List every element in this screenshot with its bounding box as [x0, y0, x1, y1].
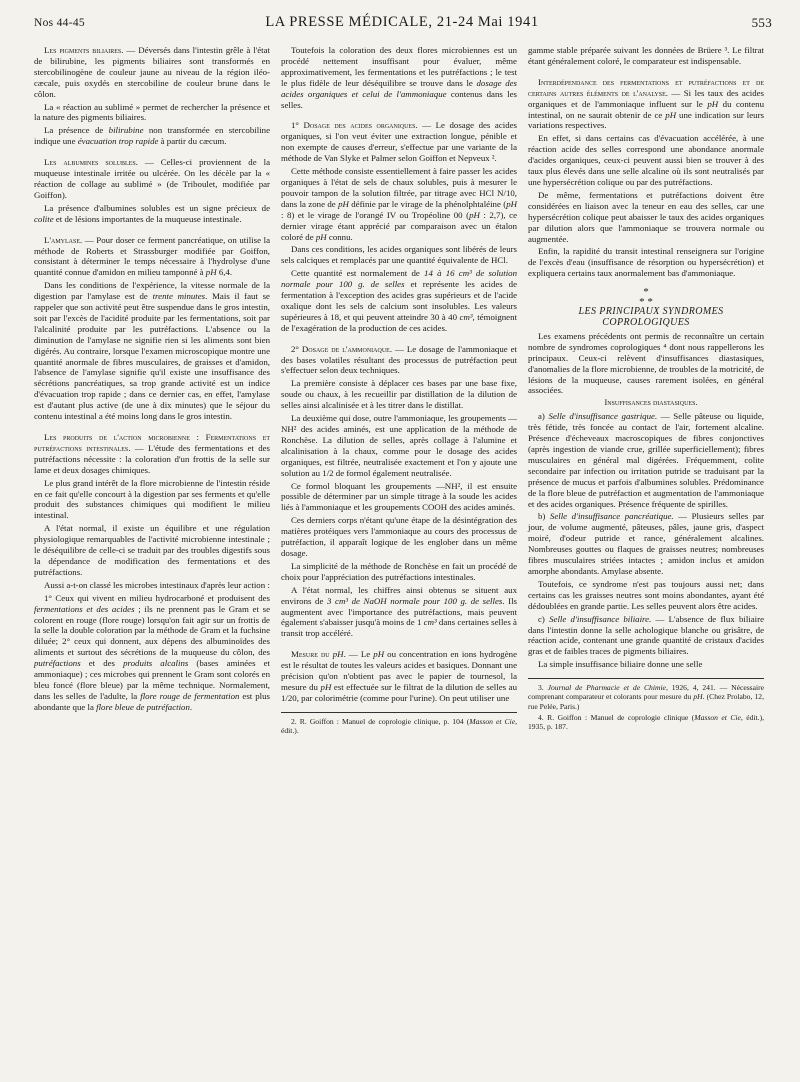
paragraph: Toutefois la coloration des deux flores microbiennes est un procédé nettement insuffisant pour évaluer, même approximativement, les fermentations et les putréfactions ; le test le plus fidèle de leur déséquilibre se trouve dans le dosage des acides organiques et celui de l'ammoniaque contenus dans les selles. [281, 45, 517, 110]
footnote: 3. Journal de Pharmacie et de Chimie, 1926, 4, 241. — Nécessaire comprenant comparateur et colorants pour mesure du pH. (Chez Prolabo, 12, rue Pelée, Paris.) [528, 683, 764, 711]
section-separator: * * * [639, 286, 653, 309]
subsection-heading: Insuffisances diastasiques. [604, 398, 698, 408]
column-2 [281, 45, 517, 737]
paragraph: Interdépendance des fermentations et putréfactions et de certains autres éléments de l'analyse. — Si les taux des acides organiques et de l'ammoniaque influent sur le pH du contenu intestinal, on ne saurait obtenir de ce pH une indication sur leurs variations respectives. [528, 76, 765, 131]
paragraph: Le plus grand intérêt de la flore microbienne de l'intestin réside en ce fait qu'elle concourt à la digestion par ses ferments et qu'elle produit des substances chimiques qui modifient le milieu intestinal. [34, 477, 270, 521]
section-heading: L'amylase. [44, 234, 83, 245]
paragraph: Toutefois, ce syndrome n'est pas toujours aussi net; dans certains cas les graisses neutres sont moins abondantes, ayant été dédoublées en grande partie. Les selles peuvent alors être acides. [528, 578, 764, 611]
page-header: Nos 44-45 LA PRESSE MÉDICALE, 21-24 Mai 1941 553 [34, 14, 772, 30]
paragraph: Les albumines solubles. — Celles-ci proviennent de la muqueuse intestinale irritée ou ulcérée. On les décèle par la « réaction de collage au sublimé » (de Triboulet, modifiée par Goiffon). [34, 157, 271, 200]
section-heading: 2° Dosage de l'ammoniaque. [291, 343, 393, 354]
footnote: 2. R. Goiffon : Manuel de coprologie clinique, p. 104 (Masson et Cie, édit.). [281, 716, 517, 735]
paragraph: b) Selle d'insuffisance pancréatique. — Plusieurs selles par jour, de volume augmenté, pâteuses, pâles, jaune gris, d'aspect moiré, d'odeur putride et rance, généralement alcalines. Nombreuses gouttes ou flaques de graisses neutres; nombreuses fibres musculaires striées intactes ; amidon inclus et amidon amorphe abondants. Amylase absente. [528, 511, 765, 576]
paragraph: Les produits de l'action microbienne : Fermentations et putréfactions intestinales. — L'étude des fermentations et des putréfactions nécessite : la coloration d'un frottis de la selle sur lame et deux dosages chimiques. [34, 432, 271, 475]
paragraph: Dans ces conditions, les acides organiques sont libérés de leurs sels calciques et remplacés par une quantité équivalente de HCl. [281, 244, 517, 266]
paragraph: La présence d'albumines solubles est un signe précieux de colite et de lésions importantes de la muqueuse intestinale. [34, 202, 270, 224]
section-heading: Mesure du [291, 649, 333, 660]
paragraph: Cette méthode consiste essentiellement à faire passer les acides organiques à l'état de sels de chaux solubles, puis à mesurer le pouvoir tampon de la solution filtrée, par titrage avec HCl N/10, dans la zone de pH définie par le virage de la phénolphtaléine (pH : 8) et le virage de l'orangé IV ou Tropéoline 00 (pH : 2,7), ce dernier virage étant apprécié par comparaison avec un étalon coloré de pH connu. [281, 166, 518, 242]
paragraph: La présence de bilirubine non transformée en stercobiline indique une évacuation trop rapide à partir du cæcum. [34, 125, 270, 147]
column-1 [34, 45, 270, 715]
paragraph: Mesure du pH. — Le pH ou concentration en ions hydrogène est le résultat de toutes les valeurs acides et basiques. Donnant une précision qu'on n'obtient pas avec le papier de tournesol, la mesure du pH est effectuée sur le filtrat de la dilution de selles au 1/20, par colorimétrie (comme pour l'urine). On peut utiliser une [281, 649, 517, 703]
paragraph: A l'état normal, il existe un équilibre et une régulation physiologique remarquables de l'activité microbienne intestinale ; le déséquilibre de celle-ci se traduit par des troubles digestifs sous la dépendance de modification des fermentations et des putréfactions. [34, 523, 270, 577]
paragraph: Enfin, la rapidité du transit intestinal renseignera sur l'origine de l'excès d'eau (insuffisance de résorption ou hypersécrétion) et expliquera certains taux anormalement bas d'ammoniaque. [528, 246, 764, 279]
section-heading: Interdépendance des fermentations et putréfactions et de certains autres éléments de l'analyse. [528, 76, 764, 98]
paragraph: gamme stable préparée suivant les données de Brüere ³. Le filtrat étant généralement coloré, le comparateur est indispensable. [528, 45, 764, 66]
paragraph: En effet, si dans certains cas d'évacuation accélérée, à une réaction acide des selles correspond une abondance anormale d'acides organiques, ceux-ci peuvent aussi bien se trouver à des taux plus élevés dans une selle alcaline où ils sont neutralisés par une hypersécrétion colique ou par des putréfactions. [528, 133, 764, 187]
paragraph: 1° Ceux qui vivent en milieu hydrocarboné et produisent des fermentations et des acides ; ils ne prennent pas le Gram et se colorent en rouge (flore rouge) lorsqu'on fait agir sur un frottis de la selle la double coloration par la méthode de Gram et la fuchsine diluée; 2° ceux qui donnent, aux dépens des albuminoïdes des aliments et surtout des sécrétions de la muqueuse du côlon, des putréfactions et des produits alcalins (bases aminées et ammoniaque) ; ces microbes qui prennent le Gram sont colorés en bleu foncé (flore bleue) par la même technique. Normalement, dans les selles de l'adulte, la flore rouge de fermentation est plus abondante que la flore bleue de putréfaction. [34, 592, 271, 712]
paragraph: 1° Dosage des acides organiques. — Le dosage des acides organiques, si l'on veut éviter une extraction longue, pénible et non exempte de causes d'erreur, s'effectue par une variante de la méthode de Van Slyke et Palmer selon Goiffon et Nepveux ². [281, 120, 517, 164]
footnote-rule [281, 712, 517, 713]
paragraph: A l'état normal, les chiffres ainsi obtenus se situent aux environs de 3 cm³ de NaOH normale pour 100 g. de selles. Ils augmentent avec l'importance des putréfactions, mais peuvent également s'abaisser jusqu'à moins de 1 cm³ dans certaines selles à transit trop accéléré. [281, 584, 517, 639]
section-title: LES PRINCIPAUX SYNDROMES COPROLOGIQUES [578, 306, 724, 329]
section-heading: Les pigments biliaires. [44, 45, 124, 55]
paragraph: La deuxième qui dose, outre l'ammoniaque, les groupements —NH² des acides aminés, est une application de la méthode de Ronchèse. La dilution de selles, après collage à l'alumine et alcalinisation à la chaux, comme pour le dosage des acides organiques, est filtrée, neutralisée exactement et l'on y ajoute une solution au 1/2 de formol également neutralisée. [281, 413, 517, 478]
footnote-rule [528, 678, 764, 679]
paragraph: La simple insuffisance biliaire donne une selle [538, 659, 703, 670]
paragraph: Aussi a-t-on classé les microbes intestinaux d'après leur action : [44, 579, 270, 590]
paragraph: Ce formol bloquant les groupements —NH², il est ensuite possible de déterminer par un simple titrage à la soude les acides liés à l'ammoniaque et les groupements COOH des acides aminés. [281, 480, 517, 513]
paragraph: c) Selle d'insuffisance biliaire. — L'absence de flux biliaire dans l'intestin donne la selle achologique blanche ou grisâtre, de réaction acide, contenant une grande quantité de cristaux d'acides gras et de faibles traces de pigments biliaires. [528, 613, 764, 657]
issue-date: 21-24 Mai 1941 [436, 14, 539, 30]
paragraph: L'amylase. — Pour doser ce ferment pancréatique, on utilise la méthode de Roberts et Strassburger modifiée par Goiffon, consistant à déterminer le temps nécessaire à l'hydrolyse d'une quantité connue d'amidon en milieu tamponné à pH 6,4. [34, 234, 270, 278]
column-3 [528, 45, 764, 733]
section-heading: 1° Dosage des acides organiques. [291, 120, 418, 131]
paragraph: De même, fermentations et putréfactions doivent être considérées en liaison avec la teneur en eau des selles, car une hypersécrétion colique peut abaisser le taux des acides organiques par dilution alors que l'ammoniaque se trouvera normale ou augmentée. [528, 189, 764, 244]
paragraph: Dans les conditions de l'expérience, la vitesse normale de la digestion par l'amylase est de trente minutes. Mais il faut se rappeler que son activité peut être suspendue dans le gros intestin, soit par l'excès de l'acidité produite par les fermentations, soit par l'alcalinité produite par les putréfactions. L'absence ou la diminution de l'amylase ne signifie rien si les aliments sont bien digérés. Au contraire, lorsque l'examen microscopique montre une quantité anormale de fibres musculaires, de graisses et d'amidon, l'absence de l'amylase signifie qu'il existe une insuffisance des sécrétions pancréatiques, sa trop grande activité est un indice d'évacuation trop rapide ; dans ce dernier cas, en effet, l'amylase est d'autant plus active (de une à dix minutes) que le séjour du contenu intestinal a été moins long dans le gros intestin. [34, 280, 270, 422]
paragraph: Les examens précédents ont permis de reconnaître un certain nombre de syndromes coprologiques ⁴ dont nous rappellerons les principaux. Ceux-ci relèvent d'insuffisances diastasiques, d'anomalies de la flore microbienne, de troubles de la motricité, de lésions de la muqueuse, causes rarement isolées, en général associées. [528, 330, 764, 396]
footnote: 4. R. Goiffon : Manuel de coprologie clinique (Masson et Cie, édit.), 1935, p. 187. [528, 712, 764, 731]
paragraph: La première consiste à déplacer ces bases par une base fixe, soude ou chaux, à les recueillir par distillation de la dilution de selles ainsi alcalinisée et à les titrer dans le distillat. [281, 378, 517, 411]
paragraph: a) Selle d'insuffisance gastrique. — Selle pâteuse ou liquide, très fétide, très foncée au contact de l'air, fortement alcaline. Présence d'écheveaux macroscopiques de fibres conjonctives (après ingestion de viande crue, grillée superficiellement); fibres musculaires en général mal digérées. Fréquemment, colite secondaire par infection ou irritation putride se traduisant par la présence de mucus et parfois d'albumines solubles. Prédominance de la flore bleue de putréfaction et augmentation de l'ammoniaque et des acides organiques. Présence fréquente de spirilles. [528, 411, 764, 509]
section-heading: Les produits de l'action microbienne : Fermentations et putréfactions intestinales. [34, 432, 270, 453]
paragraph: 2° Dosage de l'ammoniaque. — Le dosage de l'ammoniaque et des bases volatiles résultant des processus de putréfaction peut s'effectuer selon deux techniques. [281, 343, 518, 376]
issue-number: Nos 44-45 [34, 17, 85, 29]
journal-title: LA PRESSE MÉDICALE [265, 14, 429, 30]
paragraph: Ces derniers corps n'étant qu'une étape de la désintégration des matières protéiques vers l'ammoniaque au cours des processus de putréfaction, il apparaît logique de les englober dans un même dosage. [281, 515, 517, 558]
section-heading: Les albumines solubles. [44, 157, 138, 168]
paragraph: La « réaction au sublimé » permet de rechercher la présence et la nature des pigments biliaires. [34, 101, 270, 123]
paragraph: La simplicité de la méthode de Ronchèse en fait un procédé de choix pour l'appréciation des putréfactions intestinales. [281, 560, 517, 582]
paragraph: Les pigments biliaires. — Déversés dans l'intestin grêle à l'état de bilirubine, les pigments biliaires sont transformés en stercobilinogène de couleur jaune au niveau de la région iléo-cæcale, puis oxydés en stercobiline de couleur brune dans le côlon. [34, 45, 270, 99]
paragraph: Cette quantité est normalement de 14 à 16 cm³ de solution normale pour 100 g. de selles et représente les acides de fermentation à l'exception des acides gras supérieurs et de l'acide oxalique dont les sels de calcium sont insolubles. Les valeurs supérieures à 18, et qui peuvent atteindre 30 à 40 cm³, témoignent de l'exagération de la production de ces acides. [281, 268, 517, 333]
page-number: 553 [751, 15, 772, 30]
